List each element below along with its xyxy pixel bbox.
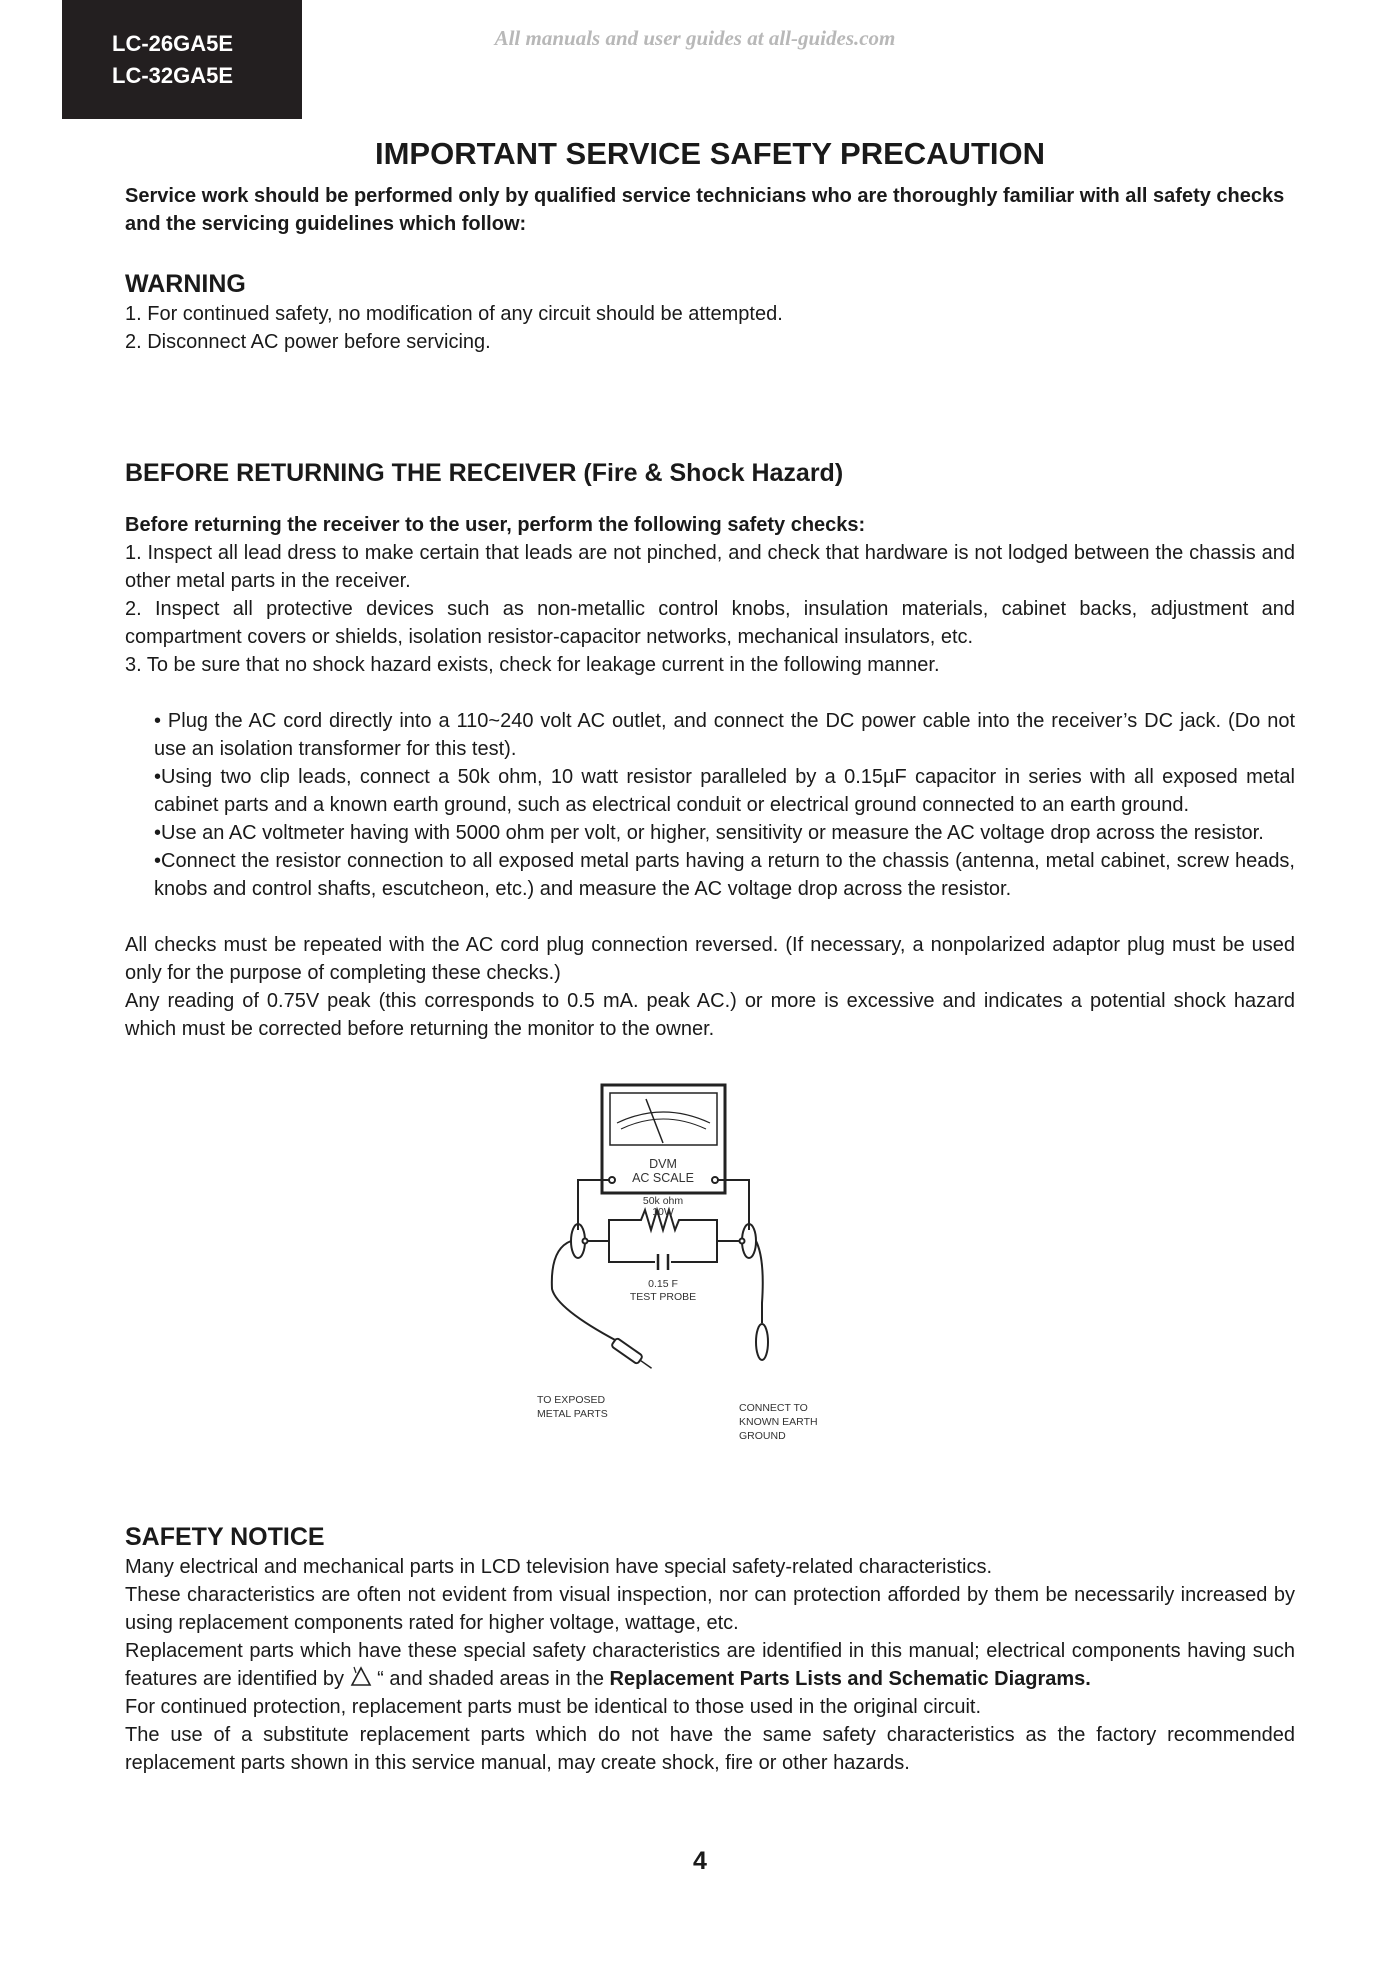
- warning-item-2: 2. Disconnect AC power before servicing.: [125, 331, 491, 353]
- page-number: 4: [693, 1847, 707, 1875]
- meter-scale-arc-inner: [621, 1119, 706, 1129]
- resistor-label-ohm: 50k ohm: [642, 1195, 684, 1207]
- earth-wire-right: [756, 1241, 763, 1323]
- safety-notice-heading: SAFETY NOTICE: [125, 1523, 325, 1551]
- left-label-line-2: METAL PARTS: [537, 1408, 608, 1420]
- resistor-label-watt: 10W: [652, 1206, 674, 1218]
- check-bullet-2: •Using two clip leads, connect a 50k ohm, 10 watt resistor paralleled by a 0.15µF capacitor in series with all exposed metal cabinet parts and a known earth ground, such as electrical conduit or electrical ground connected to an earth ground.: [154, 766, 1295, 816]
- check-item-3: 3. To be sure that no shock hazard exists, check for leakage current in the following manner.: [125, 654, 940, 676]
- capacitor-label: 0.15 F: [648, 1278, 678, 1290]
- probe-wire-left: [552, 1241, 617, 1341]
- page-content: [125, 134, 1295, 1777]
- clip-right-joint: [740, 1239, 745, 1244]
- closing-paragraph-1: All checks must be repeated with the AC cord plug connection reversed. (If necessary, a nonpolarized adaptor plug must be used only for the purpose of completing these checks.): [125, 934, 1295, 984]
- meter-needle: [646, 1099, 663, 1143]
- test-probe-label: TEST PROBE: [629, 1291, 697, 1303]
- capacitor-branch-right: [671, 1241, 717, 1262]
- meter-label-dvm: DVM: [649, 1157, 677, 1171]
- check-bullet-4: •Connect the resistor connection to all exposed metal parts having a return to the chassis (antenna, metal cabinet, screw heads, knobs and control shafts, escutcheon, etc.) and measure the AC voltage drop across the resistor.: [154, 850, 1295, 900]
- model-number-1: LC-26GA5E: [112, 31, 234, 56]
- safety-notice-line-5: The use of a substitute replacement parts which do not have the same safety characteristics as the factory recommended replacement parts shown in this service manual, may create shock, fire or other hazards.: [125, 1724, 1295, 1774]
- leakage-test-diagram: [125, 1079, 1295, 1529]
- right-label-line-2: KNOWN EARTH: [739, 1416, 818, 1428]
- earth-clip: [756, 1324, 768, 1360]
- meter-scale-arc: [617, 1112, 710, 1123]
- meter-terminal-left: [609, 1177, 615, 1183]
- page-title: IMPORTANT SERVICE SAFETY PRECAUTION: [374, 136, 1045, 171]
- model-number-box: [62, 0, 302, 119]
- check-item-2: 2. Inspect all protective devices such as non-metallic control knobs, insulation materials, cabinet backs, adjustment and compartment covers or shields, isolation resistor-capacitor networks, mechanical insulators, etc.: [125, 598, 1295, 648]
- check-item-1: 1. Inspect all lead dress to make certain that leads are not pinched, and check that hardware is not lodged between the chassis and other metal parts in the receiver.: [125, 542, 1295, 592]
- check-bullet-3: •Use an AC voltmeter having with 5000 ohm per volt, or higher, sensitivity or measure the AC voltage drop across the resistor.: [154, 822, 1264, 844]
- meter-lead-left: [578, 1180, 609, 1230]
- right-label-line-3: GROUND: [739, 1430, 786, 1442]
- meter-lead-right: [718, 1180, 749, 1230]
- before-returning-heading: BEFORE RETURNING THE RECEIVER (Fire & Shock Hazard): [125, 459, 844, 487]
- warning-triangle-icon: [350, 1665, 372, 1687]
- warning-item-1: 1. For continued safety, no modification of any circuit should be attempted.: [125, 303, 783, 325]
- before-returning-lead: Before returning the receiver to the user, perform the following safety checks:: [125, 514, 866, 536]
- safety-notice-line-3-bold: Replacement Parts Lists and Schematic Diagrams.: [609, 1668, 1091, 1690]
- model-number-2: LC-32GA5E: [112, 63, 234, 88]
- right-label-line-1: CONNECT TO: [739, 1402, 808, 1414]
- check-bullet-1: • Plug the AC cord directly into a 110~240 volt AC outlet, and connect the DC power cable into the receiver’s DC jack. (Do not use an isolation transformer for this test).: [154, 710, 1295, 760]
- safety-notice-line-4: For continued protection, replacement parts must be identical to those used in the original circuit.: [125, 1696, 982, 1718]
- capacitor-branch-left: [609, 1241, 655, 1262]
- safety-notice-line-2: These characteristics are often not evident from visual inspection, nor can protection afforded by them be necessarily increased by using replacement components rated for higher voltage, wattage, etc.: [125, 1584, 1295, 1634]
- watermark-text: All manuals and user guides at all-guides.com: [494, 26, 896, 50]
- safety-notice-line-1: Many electrical and mechanical parts in LCD television have special safety-related characteristics.: [125, 1556, 993, 1578]
- warning-heading: WARNING: [125, 270, 246, 298]
- watermark: [0, 26, 1400, 51]
- test-probe-tip: [611, 1338, 654, 1373]
- safety-notice-line-3-mid: “ and shaded areas in the: [377, 1668, 610, 1690]
- safety-notice-line-3: [125, 1637, 1295, 1693]
- safety-notice-line-3-text: Replacement parts which have these special safety characteristics are identified in this manual; electrical components having such features are identified by: [125, 1640, 1295, 1690]
- intro-text: Service work should be performed only by qualified service technicians who are thoroughly familiar with all safety checks and the servicing guidelines which follow:: [125, 185, 1285, 235]
- left-label-line-1: TO EXPOSED: [537, 1394, 606, 1406]
- leakage-test-circuit-svg: [125, 1079, 1295, 1459]
- meter-label-scale: AC SCALE: [632, 1171, 694, 1185]
- clip-left-joint: [583, 1239, 588, 1244]
- meter-terminal-right: [712, 1177, 718, 1183]
- closing-paragraph-2: Any reading of 0.75V peak (this corresponds to 0.5 mA. peak AC.) or more is excessive and indicates a potential shock hazard which must be corrected before returning the monitor to the owner.: [125, 990, 1295, 1040]
